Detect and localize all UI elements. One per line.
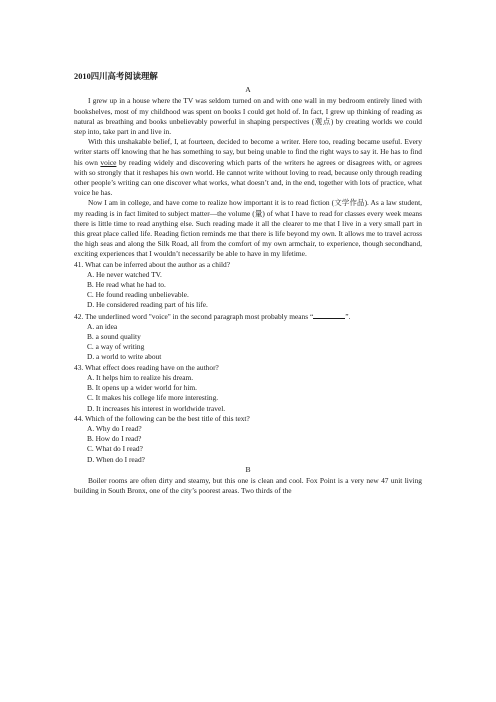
passage-a-paragraph-1: I grew up in a house where the TV was seldom turned on and with one wall in my bedroom entirely lined with bookshelves, most of my childhood was spent on books I could get hold of. In fact, I grew up thinking of reading as natural as breathing and books unbelievably powerful in shaping perspectives (观点) by creating worlds we could step into, take part in and live in. (74, 96, 422, 137)
question-41: 41. What can be inferred about the author as a child? (74, 259, 231, 269)
question-42-closing: ”. (345, 311, 351, 321)
question-43-option-a: A. It helps him to realize his dream. (87, 372, 194, 382)
document-title: 2010四川高考阅读理解 (74, 72, 158, 81)
passage-a-paragraph-2 (74, 137, 422, 198)
question-43-option-c: C. It makes his college life more interesting. (87, 393, 219, 403)
paragraph-2-text-start: With this unshakable belief, I, at fourteen, decided to become a writer. Here too, reading became useful. Every writer starts off knowing that he has something to say, but being unable to find the right ways to say it. He has to find his own (74, 137, 422, 167)
question-44-option-d: D. When do I read? (87, 454, 145, 464)
question-41-option-a: A. He never watched TV. (87, 269, 162, 279)
document-body (74, 72, 422, 496)
question-41-option-b: B. He read what he had to. (87, 280, 166, 290)
question-43: 43. What effect does reading have on the author? (74, 362, 219, 372)
question-43-option-d: D. It increases his interest in worldwide travel. (87, 403, 226, 413)
question-44-option-a: A. Why do I read? (87, 423, 142, 433)
question-42-option-d: D. a world to write about (87, 352, 162, 362)
passage-b-paragraph-1: Boiler rooms are often dirty and steamy, but this one is clean and cool. Fox Point is a very new 47 unit living building in South Bronx, one of the city’s poorest areas. Two thirds of the (74, 475, 422, 496)
section-a-label: A (245, 85, 251, 95)
paragraph-2-text-end: by reading widely and discovering which parts of the writers he agrees or disagrees with, or agrees with so strongly that it reshapes his own world. He cannot write without loving to read, because only through reading other people’s writing can one discover what works, what doesn’t and, in the end, together with lots of practice, what voice he has. (74, 157, 422, 198)
underlined-word-voice: voice (100, 157, 117, 167)
question-41-option-d: D. He considered reading part of his life. (87, 300, 208, 310)
question-44-option-b: B. How do I read? (87, 434, 142, 444)
question-42-option-b: B. a sound quality (87, 332, 141, 342)
question-43-option-b: B. It opens up a wider world for him. (87, 383, 198, 393)
passage-a-paragraph-3: Now I am in college, and have come to realize how important it is to read fiction (文学作品). As a law student, my reading is in fact limited to subject matter—the volume (量) of what I have to read for classes every week means there is little time to read anything else. Such reading made it all the clearer to me that I live in a very small part in this great place called life. Reading fiction reminds me that there is life beyond my own. It allows me to travel across the high seas and along the Silk Road, all from the comfort of my own armchair, to experience, though secondhand, exciting experiences that I wouldn’t necessarily be able to have in my lifetime. (74, 198, 422, 259)
question-42-option-a: A. an idea (87, 321, 118, 331)
question-42-option-c: C. a way of writing (87, 342, 145, 352)
question-44: 44. Which of the following can be the best title of this text? (74, 413, 250, 423)
question-41-option-c: C. He found reading unbelievable. (87, 290, 189, 300)
question-44-option-c: C. What do I read? (87, 444, 143, 454)
section-b-label: B (245, 464, 251, 474)
question-42-text: 42. The underlined word "voice" in the second paragraph most probably means “ (74, 311, 314, 321)
question-42 (74, 311, 422, 322)
answer-blank (313, 311, 345, 319)
